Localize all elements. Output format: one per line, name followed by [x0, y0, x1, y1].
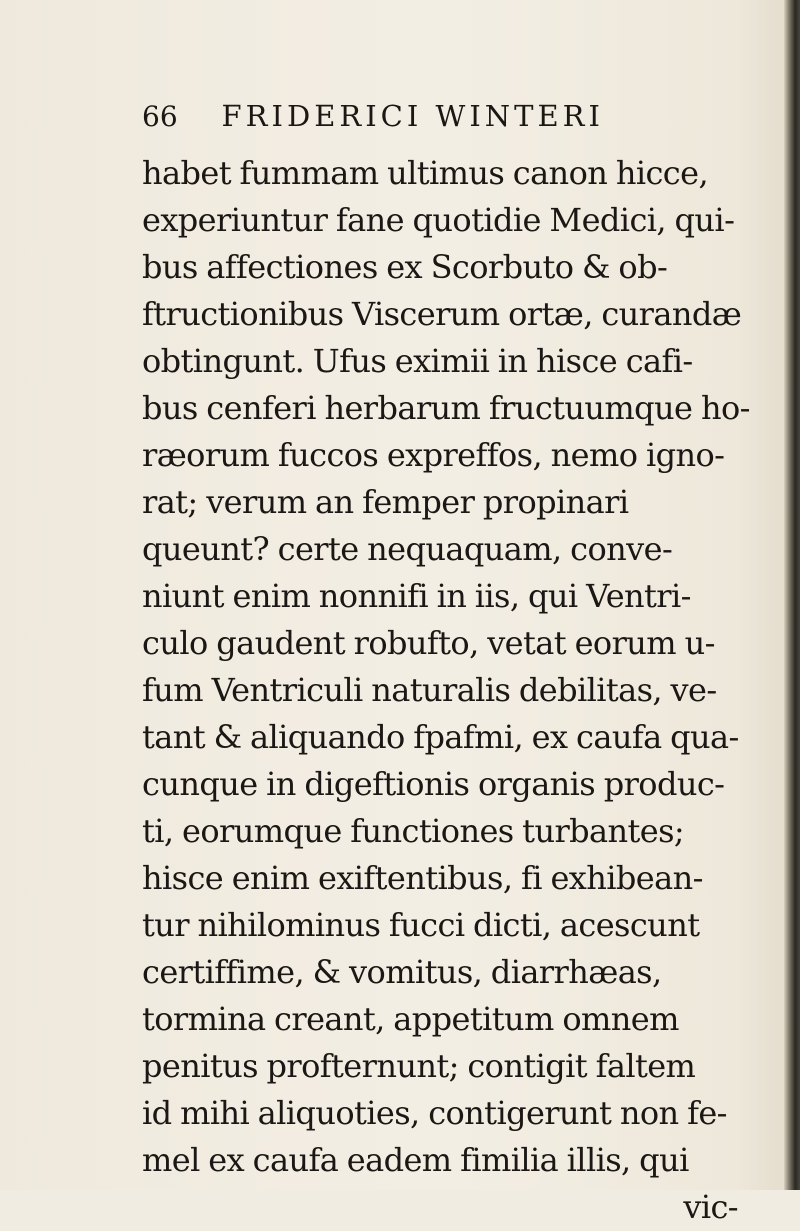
text-line: cunque in digeftionis organis produc-	[142, 765, 725, 803]
text-line: habet fummam ultimus canon hicce,	[142, 154, 709, 192]
text-line: mel ex caufa eadem fimilia illis, qui	[142, 1141, 689, 1179]
catchword: vic-	[683, 1188, 738, 1226]
text-line: rat; verum an femper propinari	[142, 483, 629, 521]
text-line: tormina creant, appetitum omnem	[142, 1000, 679, 1038]
text-line: fum Ventriculi naturalis debilitas, ve-	[142, 671, 717, 709]
text-line: queunt? certe nequaquam, conve-	[142, 530, 673, 568]
page-number: 66	[142, 100, 178, 133]
text-line: tant & aliquando fpafmi, ex caufa qua-	[142, 718, 739, 756]
text-line: culo gaudent robufto, vetat eorum u-	[142, 624, 715, 662]
text-line: obtingunt. Ufus eximii in hisce cafi-	[142, 342, 693, 380]
text-line: ftructionibus Viscerum ortæ, curandæ	[142, 295, 742, 333]
text-line: ræorum fuccos expreffos, nemo igno-	[142, 436, 725, 474]
text-line: niunt enim nonnifi in iis, qui Ventri-	[142, 577, 691, 615]
running-head	[142, 96, 702, 136]
text-line: bus cenferi herbarum fructuumque ho-	[142, 389, 750, 427]
text-line: experiuntur fane quotidie Medici, qui-	[142, 201, 735, 239]
text-line: bus affectiones ex Scorbuto & ob-	[142, 248, 668, 286]
text-line: ti, eorumque functiones turbantes;	[142, 812, 685, 850]
text-line: tur nihilominus fucci dicti, acescunt	[142, 906, 700, 944]
page-edge-shadow	[784, 0, 800, 1190]
text-line: hisce enim exiftentibus, fi exhibean-	[142, 859, 703, 897]
text-line: id mihi aliquoties, contigerunt non fe-	[142, 1094, 727, 1132]
running-title: FRIDERICI WINTERI	[221, 99, 604, 133]
text-line: penitus profternunt; contigit faltem	[142, 1047, 696, 1085]
body-text	[142, 150, 750, 1231]
text-line: certiffime, & vomitus, diarrhæas,	[142, 953, 662, 991]
